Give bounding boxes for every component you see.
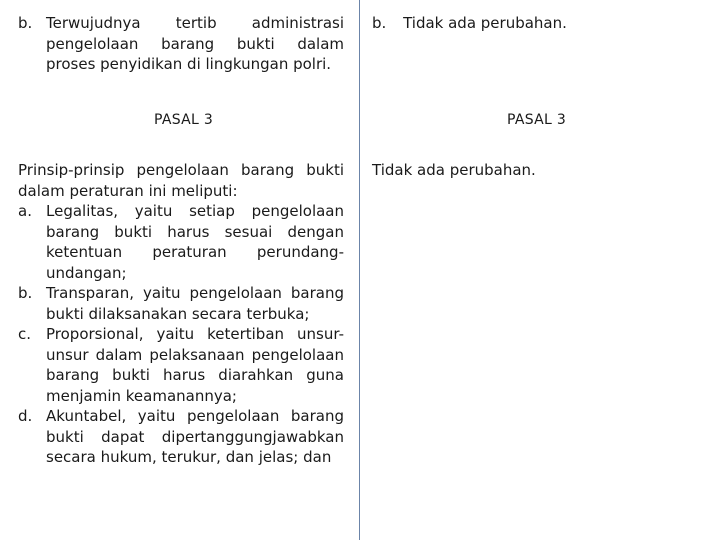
list-marker: c. — [18, 325, 32, 343]
item-text: Terwujudnya tertib administrasi pengelolaan barang bukti dalam proses penyidikan di lingkungan polri. — [46, 14, 344, 73]
item-marker: b. — [372, 14, 387, 32]
left-item-b — [18, 13, 344, 75]
list-text: Akuntabel, yaitu pengelolaan barang bukti dapat dipertanggungjawabkan secara hukum, terukur, dan jelas; dan — [46, 407, 344, 466]
column-divider — [359, 0, 360, 540]
list-text: Legalitas, yaitu setiap pengelolaan barang bukti harus sesuai dengan ketentuan peraturan perundang-undangan; — [46, 202, 344, 282]
list-marker: a. — [18, 202, 32, 220]
list-text: Transparan, yaitu pengelolaan barang bukti dilaksanakan secara terbuka; — [46, 284, 344, 323]
list-item — [18, 406, 344, 468]
list-text: Proporsional, yaitu ketertiban unsur-unsur dalam pelaksanaan pengelolaan barang bukti harus diarahkan guna menjamin keamanannya; — [46, 325, 344, 405]
right-note: Tidak ada perubahan. — [372, 161, 536, 179]
item-text: Tidak ada perubahan. — [403, 14, 567, 32]
list-marker: d. — [18, 407, 33, 425]
left-intro-paragraph: Prinsip-prinsip pengelolaan barang bukti dalam peraturan ini meliputi: — [18, 161, 344, 200]
right-pasal-heading: PASAL 3 — [507, 112, 567, 128]
list-marker: b. — [18, 284, 33, 302]
item-marker: b. — [18, 14, 33, 32]
list-item — [18, 324, 344, 406]
right-item-b — [372, 13, 567, 34]
list-item — [18, 201, 344, 283]
list-item — [18, 283, 344, 324]
left-pasal-heading: PASAL 3 — [154, 112, 214, 128]
principles-list — [18, 201, 344, 468]
